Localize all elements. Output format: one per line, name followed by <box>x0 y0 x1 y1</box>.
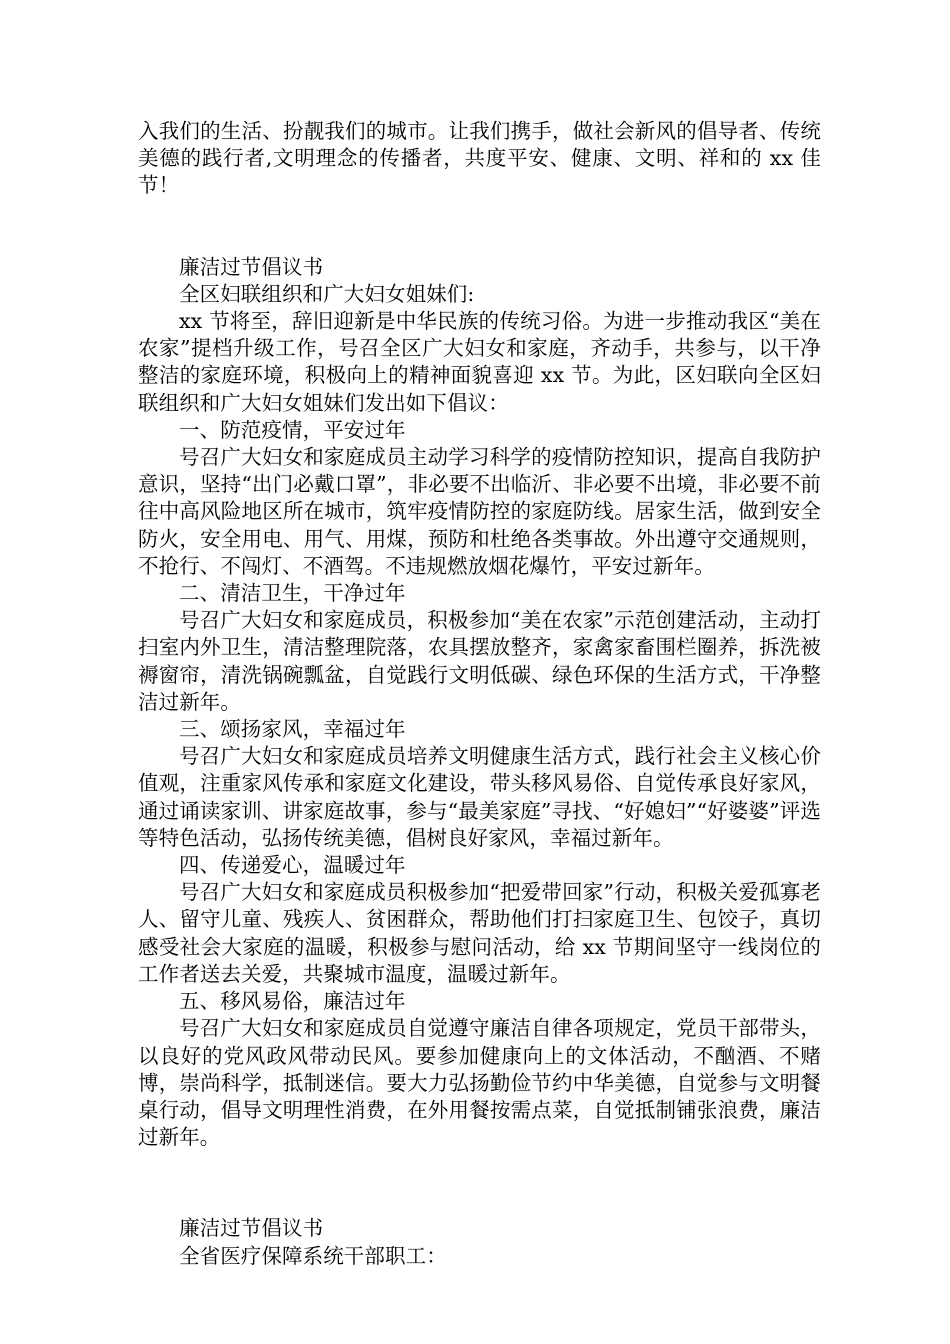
document-page <box>138 118 821 1270</box>
letter2-title: 廉洁过节倡议书 <box>179 1216 324 1241</box>
section-5-heading: 五、移风易俗，廉洁过年 <box>179 989 406 1014</box>
letter2-salutation: 全省医疗保障系统干部职工： <box>179 1243 447 1268</box>
section-gap <box>138 200 821 254</box>
section-4-body: 号召广大妇女和家庭成员积极参加“把爱带回家”行动，积极关爱孤寡老人、留守儿童、残疾人、贫困群众，帮助他们打扫家庭卫生、包饺子，真切感受社会大家庭的温暖，积极参与慰问活动，给 xx 节期间坚守一线岗位的工作者送去关爱，共聚城市温度，温暖过新年。 <box>138 880 821 986</box>
section-3-heading: 三、颂扬家风，幸福过年 <box>179 717 406 742</box>
section-2-body: 号召广大妇女和家庭成员，积极参加“美在农家”示范创建活动，主动打扫室内外卫生，清洁整理院落，农具摆放整齐，家禽家畜围栏圈养，拆洗被褥窗帘，清洗锅碗瓢盆，自觉践行文明低碳、绿色环保的生活方式，干净整洁过新年。 <box>138 608 821 714</box>
intro-paragraph-end: 入我们的生活、扮靓我们的城市。让我们携手，做社会新风的倡导者、传统美德的践行者,文明理念的传播者，共度平安、健康、文明、祥和的 xx 佳节！ <box>138 119 821 198</box>
section-1-body: 号召广大妇女和家庭成员主动学习科学的疫情防控知识，提高自我防护意识，坚持“出门必戴口罩”，非必要不出临沂、非必要不出境，非必要不前往中高风险地区所在城市，筑牢疫情防控的家庭防线。居家生活，做到安全防火，安全用电、用气、用煤，预防和杜绝各类事故。外出遵守交通规则，不抢行、不闯灯、不酒驾。不违规燃放烟花爆竹，平安过新年。 <box>138 445 821 578</box>
section-3-body: 号召广大妇女和家庭成员培养文明健康生活方式，践行社会主义核心价值观，注重家风传承和家庭文化建设，带头移风易俗、自觉传承良好家风，通过诵读家训、讲家庭故事，参与“最美家庭”寻找、“好媳妇”“好婆婆”评选等特色活动，弘扬传统美德，倡树良好家风，幸福过新年。 <box>138 744 821 850</box>
section-gap <box>138 1151 821 1215</box>
section-5-body: 号召广大妇女和家庭成员自觉遵守廉洁自律各项规定，党员干部带头，以良好的党风政风带动民风。要参加健康向上的文体活动，不酗酒、不赌博，崇尚科学，抵制迷信。要大力弘扬勤俭节约中华美德，自觉参与文明餐桌行动，倡导文明理性消费，在外用餐按需点菜，自觉抵制铺张浪费，廉洁过新年。 <box>138 1016 821 1150</box>
letter1-title: 廉洁过节倡议书 <box>179 254 324 279</box>
letter1-opening-paragraph: xx 节将至，辞旧迎新是中华民族的传统习俗。为进一步推动我区“美在农家”提档升级工作，号召全区广大妇女和家庭，齐动手，共参与，以干净整洁的家庭环境，积极向上的精神面貌喜迎 xx 节。为此，区妇联向全区妇联组织和广大妇女姐妹们发出如下倡议： <box>138 309 821 415</box>
section-2-heading: 二、清洁卫生，干净过年 <box>179 581 406 606</box>
letter1-salutation: 全区妇联组织和广大妇女姐妹们: <box>179 281 475 306</box>
section-4-heading: 四、传递爱心，温暖过年 <box>179 853 406 878</box>
section-1-heading: 一、防范疫情，平安过年 <box>179 417 406 442</box>
